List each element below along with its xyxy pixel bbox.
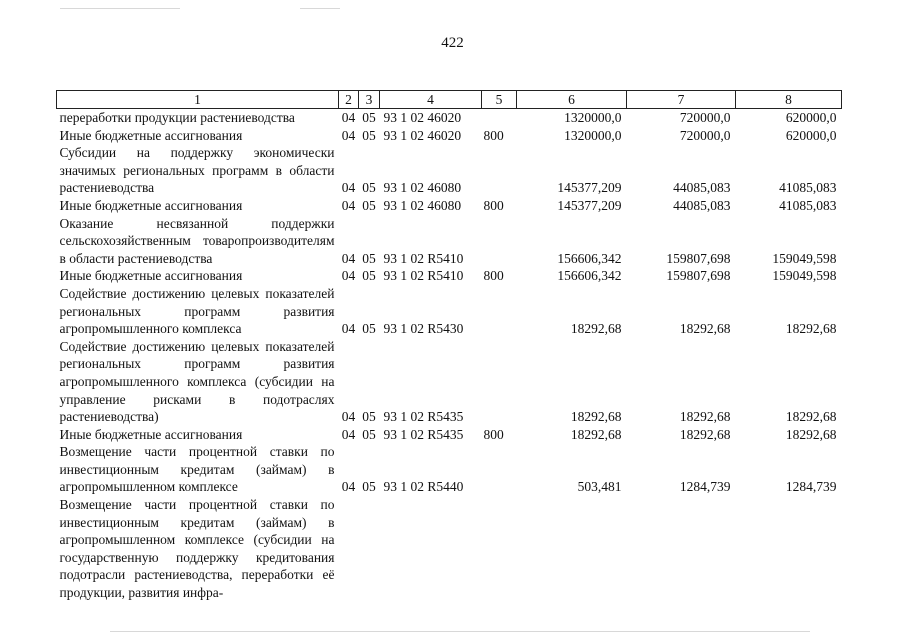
page-number: 422 [441,35,464,51]
row-subsection: 05 [362,197,376,213]
table-body [57,109,842,602]
header-cell-8: 8 [736,91,842,109]
header-cell-3: 3 [359,91,380,109]
row-expense-type [482,285,517,338]
row-amount-3: 159049,598 [772,268,837,284]
row-name: Возмещение части процентной ставки по инвестиционным кредитам (займам) в агропромышленном комплексе (субсидии на государственную поддержку кредитования подотрасли растениеводства, переработки её продукции, развития инфра- [59,497,335,601]
row-expense-type [482,144,517,197]
row-section [339,496,359,602]
row-subsection [359,496,380,602]
row-subsection: 05 [362,409,376,425]
row-name: Иные бюджетные ассигнования [59,268,243,284]
row-name: Субсидии на поддержку экономически значимых региональных программ в области растениеводства [59,145,335,196]
row-amount-1: 503,481 [577,479,622,495]
row-name: Возмещение части процентной ставки по инвестиционным кредитам (займам) в агропромышленном комплексе [59,444,335,495]
row-amount-1: 156606,342 [557,268,622,284]
row-section: 04 [341,127,356,143]
table-row [57,426,842,444]
row-expense-type [482,496,517,602]
row-section: 04 [341,110,356,125]
row-expense-type: 800 [483,197,504,213]
row-amount-1: 18292,68 [570,426,622,442]
row-target-code: 93 1 02 R5430 [383,321,464,337]
row-target-code: 93 1 02 46080 [383,197,462,213]
scan-noise [300,8,340,9]
row-name: переработки продукции растениеводства [59,110,295,125]
row-amount-1: 18292,68 [570,409,622,425]
row-section: 04 [341,479,356,495]
table-row [57,267,842,285]
row-target-code: 93 1 02 46020 [383,127,462,143]
table-header [57,91,842,109]
header-cell-1: 1 [57,91,339,109]
row-name: Оказание несвязанной поддержки сельскохозяйственным товаропроизводителям в области растениеводства [59,215,335,266]
row-expense-type [482,338,517,426]
row-amount-3: 18292,68 [785,321,837,337]
row-amount-3 [736,496,842,602]
budget-table [56,90,842,602]
header-cell-2: 2 [339,91,359,109]
row-name: Иные бюджетные ассигнования [59,127,243,143]
row-section: 04 [341,197,356,213]
table-row [57,109,842,127]
row-section: 04 [341,268,356,284]
row-section: 04 [341,426,356,442]
row-amount-3: 1284,739 [785,479,837,495]
row-amount-1: 156606,342 [557,250,622,266]
row-amount-1: 1320000,0 [564,127,622,143]
row-subsection: 05 [362,321,376,337]
header-cell-5: 5 [482,91,517,109]
row-subsection: 05 [362,479,376,495]
row-target-code: 93 1 02 R5410 [383,250,464,266]
row-amount-3: 159049,598 [772,250,837,266]
row-amount-1: 145377,209 [557,197,622,213]
row-name: Иные бюджетные ассигнования [59,197,243,213]
row-amount-2: 18292,68 [679,409,731,425]
header-cell-4: 4 [380,91,482,109]
row-amount-3: 620000,0 [785,110,837,125]
row-amount-2 [627,496,736,602]
header-row [57,91,842,109]
row-amount-2: 44085,083 [673,180,731,196]
row-amount-2: 159807,698 [666,268,731,284]
row-section: 04 [341,321,356,337]
table-row [57,127,842,145]
scan-noise [110,631,810,632]
table-row [57,496,842,602]
row-amount-2: 1284,739 [679,479,731,495]
row-subsection: 05 [362,180,376,196]
row-amount-2: 18292,68 [679,426,731,442]
row-target-code: 93 1 02 R5435 [383,426,464,442]
row-subsection: 05 [362,250,376,266]
table-row [57,338,842,426]
row-amount-1: 1320000,0 [564,110,622,125]
table-row [57,144,842,197]
row-subsection: 05 [362,127,376,143]
row-amount-3: 18292,68 [785,409,837,425]
table-row [57,215,842,268]
row-expense-type: 800 [483,426,504,442]
row-section: 04 [341,250,356,266]
table-row [57,285,842,338]
row-section: 04 [341,409,356,425]
row-expense-type [482,109,517,127]
row-target-code: 93 1 02 R5440 [383,479,464,495]
row-amount-2: 720000,0 [679,110,731,125]
row-name: Иные бюджетные ассигнования [59,426,243,442]
row-section: 04 [341,180,356,196]
row-name: Содействие достижению целевых показателей региональных программ развития агропромышленного комплекса (субсидии на управление рисками в подотраслях растениеводства) [59,338,335,425]
row-target-code: 93 1 02 46020 [383,110,462,125]
row-target-code: 93 1 02 R5435 [383,409,464,425]
row-amount-2: 720000,0 [679,127,731,143]
row-expense-type [482,215,517,268]
row-amount-1: 145377,209 [557,180,622,196]
row-subsection: 05 [362,426,376,442]
row-amount-3: 41085,083 [779,197,837,213]
row-subsection: 05 [362,110,376,125]
header-cell-6: 6 [517,91,627,109]
row-amount-1: 18292,68 [570,321,622,337]
header-cell-7: 7 [627,91,736,109]
table-row [57,197,842,215]
row-expense-type [482,443,517,496]
table-row [57,443,842,496]
row-target-code [380,496,482,602]
row-amount-3: 18292,68 [785,426,837,442]
row-amount-3: 41085,083 [779,180,837,196]
row-name: Содействие достижению целевых показателей региональных программ развития агропромышленного комплекса [59,285,335,337]
row-target-code: 93 1 02 R5410 [383,268,464,284]
row-expense-type: 800 [483,127,504,143]
row-amount-2: 159807,698 [666,250,731,266]
row-amount-3: 620000,0 [785,127,837,143]
row-amount-2: 44085,083 [673,197,731,213]
row-target-code: 93 1 02 46080 [383,180,462,196]
row-amount-2: 18292,68 [679,321,731,337]
row-subsection: 05 [362,268,376,284]
row-amount-1 [517,496,627,602]
scan-noise [60,8,180,9]
row-expense-type: 800 [483,268,504,284]
